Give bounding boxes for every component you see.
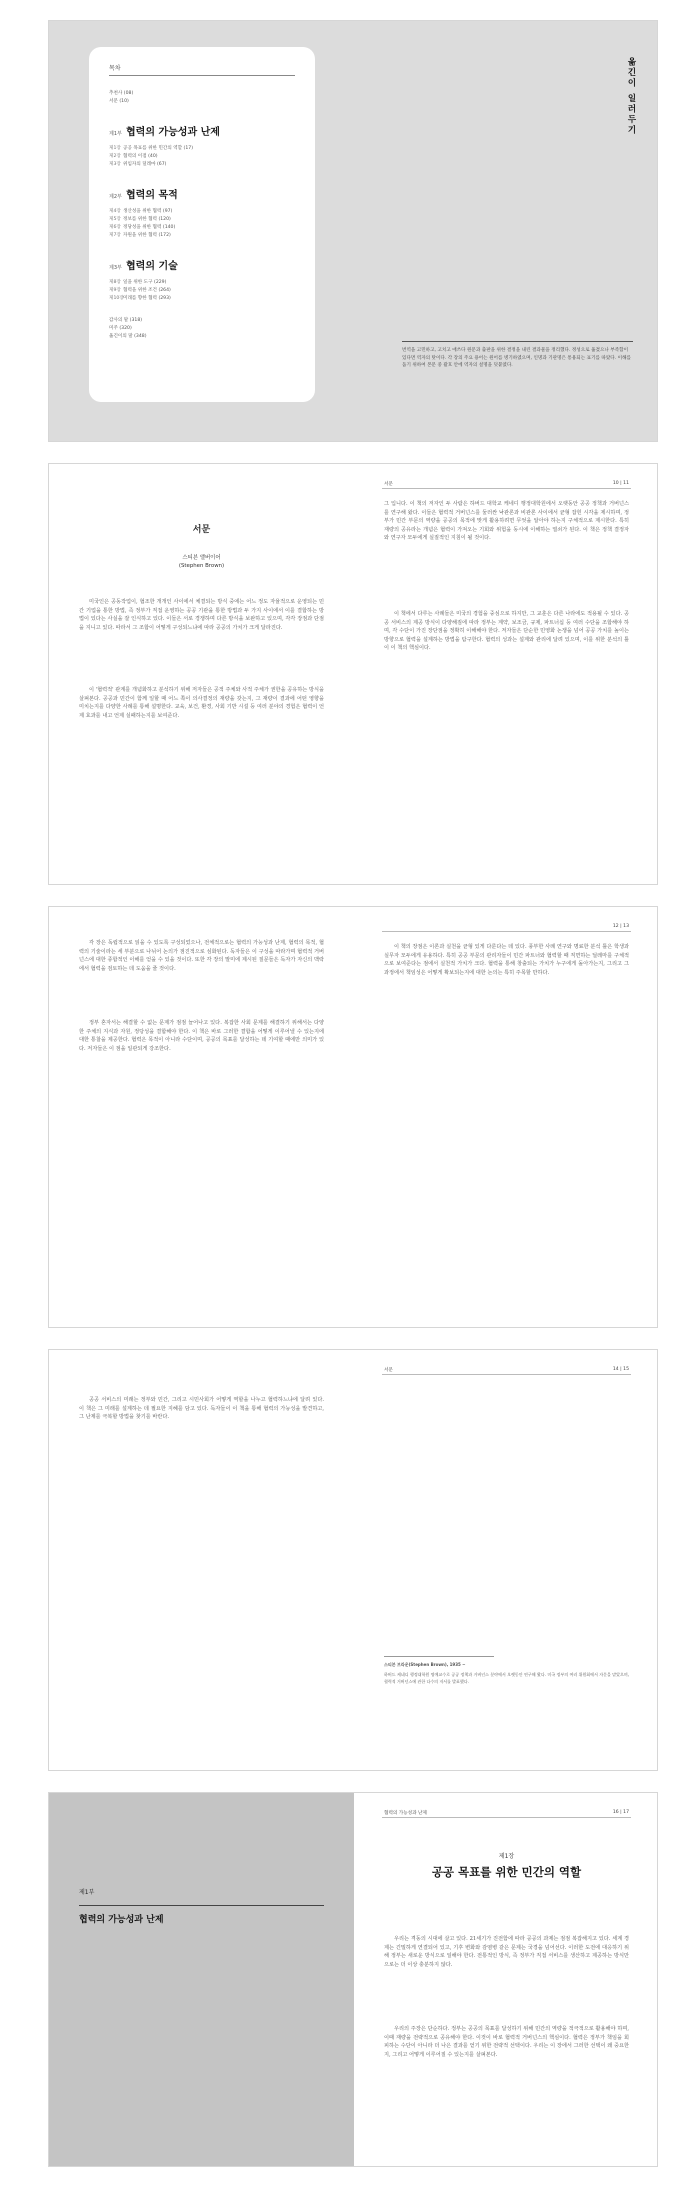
toc-page-number: 67: [158, 162, 165, 167]
toc-entry: 제6장 정당성을 위한 협력 (140): [109, 225, 176, 230]
footnote-author: 스티븐 브라운(Stephen Brown), 1935 ~: [384, 1662, 466, 1667]
chapter-title: 공공 목표를 위한 민간의 역할: [431, 1865, 582, 1879]
preface-page-left: [49, 464, 354, 884]
toc-entry-title: 정보를 위한 협력: [123, 217, 157, 222]
running-head: 서문: [384, 482, 393, 487]
toc-page-number: 229: [155, 280, 165, 285]
toc-entry: 옮긴이의 말 (348): [109, 334, 147, 339]
toc-page-number: 318: [131, 318, 141, 323]
preface-paragraph: 정부 혼자서는 해결할 수 없는 문제가 점점 늘어나고 있다. 복잡한 사회 문제를 해결하기 위해서는 다양한 주체의 지식과 자원, 정당성을 결합해야 한다. 이 책은 바로 그러한 결합을 어떻게 이루어낼 수 있는지에 대한 통찰을 제공한다. 협력은 목적이 아니라 수단이며, 공공의 목표를 달성하는 데 기여할 때에만 의미가 있다. 저자들은 이 점을 일관되게 강조한다.: [79, 1020, 324, 1052]
toc-entry-title: 협력을 위한 조건: [123, 288, 157, 293]
spread-part1: [48, 1792, 658, 2167]
footnote-rule: [384, 1656, 494, 1657]
toc-entry-title: 자원을 위한 협력: [123, 233, 157, 238]
header-rule: [382, 931, 631, 932]
spread-preface-1: [48, 463, 658, 885]
toc-entry: 추천사 (08): [109, 91, 134, 96]
toc-entry: 제9장 협력을 위한 조건 (264): [109, 288, 171, 293]
toc-entry: 제1장 공공 목표를 위한 민간의 역할 (17): [109, 146, 194, 151]
note-page: [354, 21, 658, 441]
toc-part: [109, 254, 295, 273]
toc-page: [49, 21, 354, 441]
toc-page-number: 293: [160, 296, 170, 301]
toc-entry-title: 위임자의 딜레마: [123, 162, 156, 167]
page-number: 12 | 13: [612, 924, 629, 929]
toc-page-number: 140: [164, 225, 174, 230]
toc-back-matter: [109, 317, 295, 341]
preface-author: [49, 554, 354, 570]
toc-entry-title: 미래를 향한 협력: [123, 296, 157, 301]
toc-entry-title: 감사의 말: [109, 318, 129, 323]
toc-front-matter: [109, 90, 295, 106]
toc-page-number: 97: [164, 209, 171, 214]
toc-parts: [109, 120, 295, 303]
toc-page-number: 348: [135, 334, 145, 339]
toc-page-number: 172: [160, 233, 170, 238]
page-number: 16 | 17: [612, 1810, 629, 1815]
preface-paragraph: 이 책에서 다루는 사례들은 미국의 경험을 중심으로 하지만, 그 교훈은 다른 나라에도 적용될 수 있다. 공공 서비스의 제공 방식이 다양해짐에 따라 정부는 계약, 보조금, 규제, 파트너십 등 여러 수단을 조합해야 하며, 각 수단이 가진 장단점을 정확히 이해해야 한다. 저자들은 단순한 민영화 논쟁을 넘어 공공 가치를 높이는 방향으로 협력을 설계하는 방법을 탐구한다. 협력의 성과는 설계와 관리에 달려 있으며, 이를 위한 분석의 틀이 이 책의 핵심이다.: [384, 611, 629, 652]
running-head: 서문: [384, 1368, 393, 1373]
toc-entry-title: 일을 위한 도구: [123, 280, 153, 285]
spread-preface-3: [48, 1349, 658, 1771]
page-number: 10 | 11: [612, 481, 629, 486]
preface-paragraph: 그 입니다. 이 책의 저자인 두 사람은 하버드 대학교 케네디 행정대학원에서 오랫동안 공공 정책과 거버넌스를 연구해 왔다. 이들은 협력적 거버넌스를 둘러싼 낙관론과 비관론 사이에서 균형 잡힌 시각을 제시하며, 정부가 민간 부문의 역량을 공공의 목적에 맞게 활용하려면 무엇을 알아야 하는지 구체적으로 제시한다. 특히 재량의 공유라는 개념은 협력이 가져오는 기회와 위험을 동시에 이해하는 열쇠가 된다. 이 책은 정책 결정자와 연구자 모두에게 실질적인 지침이 될 것이다.: [384, 501, 629, 542]
toc-chapter-number: 제2장: [109, 154, 121, 159]
header-rule: [382, 1374, 631, 1375]
toc-entry-title: 서문: [109, 99, 118, 104]
toc-entry: 제8장 일을 위한 도구 (229): [109, 280, 167, 285]
toc-entry: 서문 (10): [109, 99, 129, 104]
toc-entry: 제7장 자원을 위한 협력 (172): [109, 233, 171, 238]
toc-entry-title: 공공 목표를 위한 민간의 역할: [123, 146, 183, 151]
toc-chapter-number: 제7장: [109, 233, 121, 238]
toc-entry: 제2장 협력의 이점 (40): [109, 154, 158, 159]
toc-card: [89, 47, 315, 402]
preface-title: 서문: [192, 525, 211, 535]
toc-entry-title: 정당성을 위한 협력: [123, 225, 162, 230]
toc-entry: 제4장 생산성을 위한 협력 (97): [109, 209, 173, 214]
running-head: 협력의 가능성과 난제: [384, 1811, 427, 1816]
toc-entry: 제3장 위임자의 딜레마 (67): [109, 162, 167, 167]
part1-page: [49, 1793, 354, 2166]
toc-part-label: 제2부: [109, 194, 122, 200]
footnote-text: 하버드 케네디 행정대학원 명예교수로 공공 정책과 거버넌스 분야에서 오랫동안 연구해 왔다. 미국 정부의 여러 위원회에서 자문을 맡았으며, 협력적 거버넌스에 관한 다수의 저서를 발표했다.: [384, 1672, 629, 1684]
part-title: 협력의 가능성과 난제: [79, 1905, 324, 1925]
toc-entry: 제10장미래를 향한 협력 (293): [109, 296, 171, 301]
toc-part-title: 협력의 기술: [126, 261, 178, 272]
preface-page-left-2: [49, 907, 354, 1327]
toc-entry-title: 협력의 이점: [123, 154, 147, 159]
toc-part-title: 협력의 목적: [126, 190, 178, 201]
toc-part-label: 제1부: [109, 131, 122, 137]
author-name-en: (Stephen Brown): [178, 563, 225, 569]
preface-paragraph: 이 '협력적' 관계를 개념화하고 분석하기 위해 저자들은 공적 주체와 사적 주체가 권한을 공유하는 방식을 살펴본다. 공공과 민간이 함께 일할 때 어느 쪽이 의사결정의 재량을 갖는지, 그 재량이 결과에 어떤 영향을 미치는지를 다양한 사례를 통해 설명한다. 교육, 보건, 환경, 사회 기반 시설 등 여러 분야의 경험은 협력이 언제 효과를 내고 언제 실패하는지를 보여준다.: [79, 687, 324, 719]
toc-page-number: 120: [160, 217, 170, 222]
toc-chapter-number: 제3장: [109, 162, 121, 167]
preface-paragraph: 이 책의 장점은 이론과 실천을 균형 있게 다룬다는 데 있다. 풍부한 사례 연구와 명료한 분석 틀은 학생과 실무자 모두에게 유용하다. 특히 공공 부문의 관리자들이 민간 파트너와 협력할 때 직면하는 딜레마를 구체적으로 보여준다는 점에서 실천적 가치가 크다. 협력을 통해 창출되는 가치가 누구에게 돌아가는지, 그리고 그 과정에서 책임성은 어떻게 확보되는지에 대한 논의는 특히 주목할 만하다.: [384, 944, 629, 976]
chapter-paragraph: 우리는 격동의 시대에 살고 있다. 21세기가 진전함에 따라 공공의 과제는 점점 복잡해지고 있다. 세계 경제는 긴밀하게 연결되어 있고, 기후 변화와 감염병 같은 문제는 국경을 넘어선다. 이러한 도전에 대응하기 위해 정부는 새로운 방식으로 일해야 한다. 전통적인 방식, 즉 정부가 직접 서비스를 생산하고 제공하는 방식만으로는 더 이상 충분하지 않다.: [384, 1936, 629, 1968]
toc-page-number: 40: [149, 154, 156, 159]
toc-part: [109, 120, 295, 139]
spread-preface-2: [48, 906, 658, 1328]
toc-part-label: 제3부: [109, 265, 122, 271]
toc-page-number: 08: [125, 91, 132, 96]
translator-note: 번역을 고민하고, 고치고 애쓰다 원문과 출판을 위한 결정을 내린 결과물을 정리했다. 정성으로 옮겼으나 부족함이 있다면 역자의 탓이다. 각 장의 주요 용어는 원어를 병기하였으며, 인명과 기관명은 통용되는 표기를 따랐다. 이해를 돕기 위하여 본문 중 괄호 안에 역자의 설명을 덧붙였다.: [402, 341, 633, 370]
preface-paragraph: 각 장은 독립적으로 읽을 수 있도록 구성되었으나, 전체적으로는 협력의 가능성과 난제, 협력의 목적, 협력의 기술이라는 세 부분으로 나뉘어 논의가 점진적으로 심화된다. 독자들은 이 구성을 따라가며 협력적 거버넌스에 대한 종합적인 이해를 얻을 수 있을 것이다. 또한 각 장의 말미에 제시된 질문들은 독자가 자신의 맥락에서 협력을 검토하는 데 도움을 줄 것이다.: [79, 940, 324, 972]
preface-page-right-3: [354, 1350, 658, 1770]
author-name-ko: 스티븐 앨버이어: [182, 555, 221, 561]
toc-page-number: 10: [121, 99, 128, 104]
toc-entry-title: 추천사: [109, 91, 123, 96]
header-rule: [382, 1817, 631, 1818]
toc-chapter-number: 제9장: [109, 288, 121, 293]
toc-entry-title: 생산성을 위한 협력: [123, 209, 162, 214]
toc-part-title: 협력의 가능성과 난제: [126, 127, 220, 138]
toc-entry: 제5장 정보를 위한 협력 (120): [109, 217, 171, 222]
preface-page-right: [354, 464, 658, 884]
toc-chapter-number: 제5장: [109, 217, 121, 222]
toc-entry: 감사의 말 (318): [109, 318, 143, 323]
toc-chapter-number: 제8장: [109, 280, 121, 285]
toc-page-number: 320: [121, 326, 130, 331]
part-label: 제1부: [79, 1889, 95, 1896]
toc-entry-title: 옮긴이의 말: [109, 334, 133, 339]
header-rule: [382, 488, 631, 489]
preface-page-left-3: [49, 1350, 354, 1770]
chapter-paragraph: 우리의 주장은 단순하다. 정부는 공공의 목표를 달성하기 위해 민간의 역량을 적극적으로 활용해야 하며, 이때 재량을 전략적으로 공유해야 한다. 이것이 바로 협력적 거버넌스의 핵심이다. 협력은 정부가 책임을 회피하는 수단이 아니라 더 나은 결과를 얻기 위한 전략적 선택이다. 우리는 이 장에서 그러한 선택이 왜 중요한지, 그리고 어떻게 이루어질 수 있는지를 살펴본다.: [384, 2026, 629, 2058]
toc-chapter-number: 제4장: [109, 209, 121, 214]
toc-entry-title: 미주: [109, 326, 118, 331]
page-number: 14 | 15: [612, 1367, 629, 1372]
vertical-title: 옮긴이 일러두기: [626, 57, 636, 136]
spread-toc: [48, 20, 658, 442]
toc-chapter-number: 제6장: [109, 225, 121, 230]
toc-part: [109, 183, 295, 202]
toc-chapter-number: 제10장: [109, 296, 124, 301]
toc-page-number: 17: [185, 146, 192, 151]
toc-entry: 미주 (320): [109, 326, 132, 331]
chapter1-page: [354, 1793, 658, 2166]
toc-chapter-number: 제1장: [109, 146, 121, 151]
toc-header: 목차: [109, 63, 295, 76]
toc-page-number: 264: [160, 288, 170, 293]
chapter-label: 제1장: [498, 1853, 515, 1860]
preface-page-right-2: [354, 907, 658, 1327]
preface-paragraph: 공공 서비스의 미래는 정부와 민간, 그리고 시민사회가 어떻게 역할을 나누고 협력하느냐에 달려 있다. 이 책은 그 미래를 설계하는 데 필요한 지혜를 담고 있다. 독자들이 이 책을 통해 협력의 가능성을 발견하고, 그 난제를 극복할 방법을 찾기를 바란다.: [79, 1397, 324, 1421]
preface-paragraph: 미국인은 공동작업이, 협조한 개개인 사이에서 체결되는 방식 중에는 어느 정도 자율적으로 운영되는 민간 기업을 통한 방법, 즉 정부가 직접 운영하는 공공 기관을 통한 방법과 두 가지 사이에서 이를 결합하는 방법이 있다는 사실을 잘 인식하고 있다. 이들은 서로 경쟁하며 다른 방식을 보완하고 있으며, 각각 장점과 단점을 지니고 있다. 따라서 그 조합이 어떻게 구성되느냐에 따라 공공의 가치가 크게 달라진다.: [79, 599, 324, 631]
